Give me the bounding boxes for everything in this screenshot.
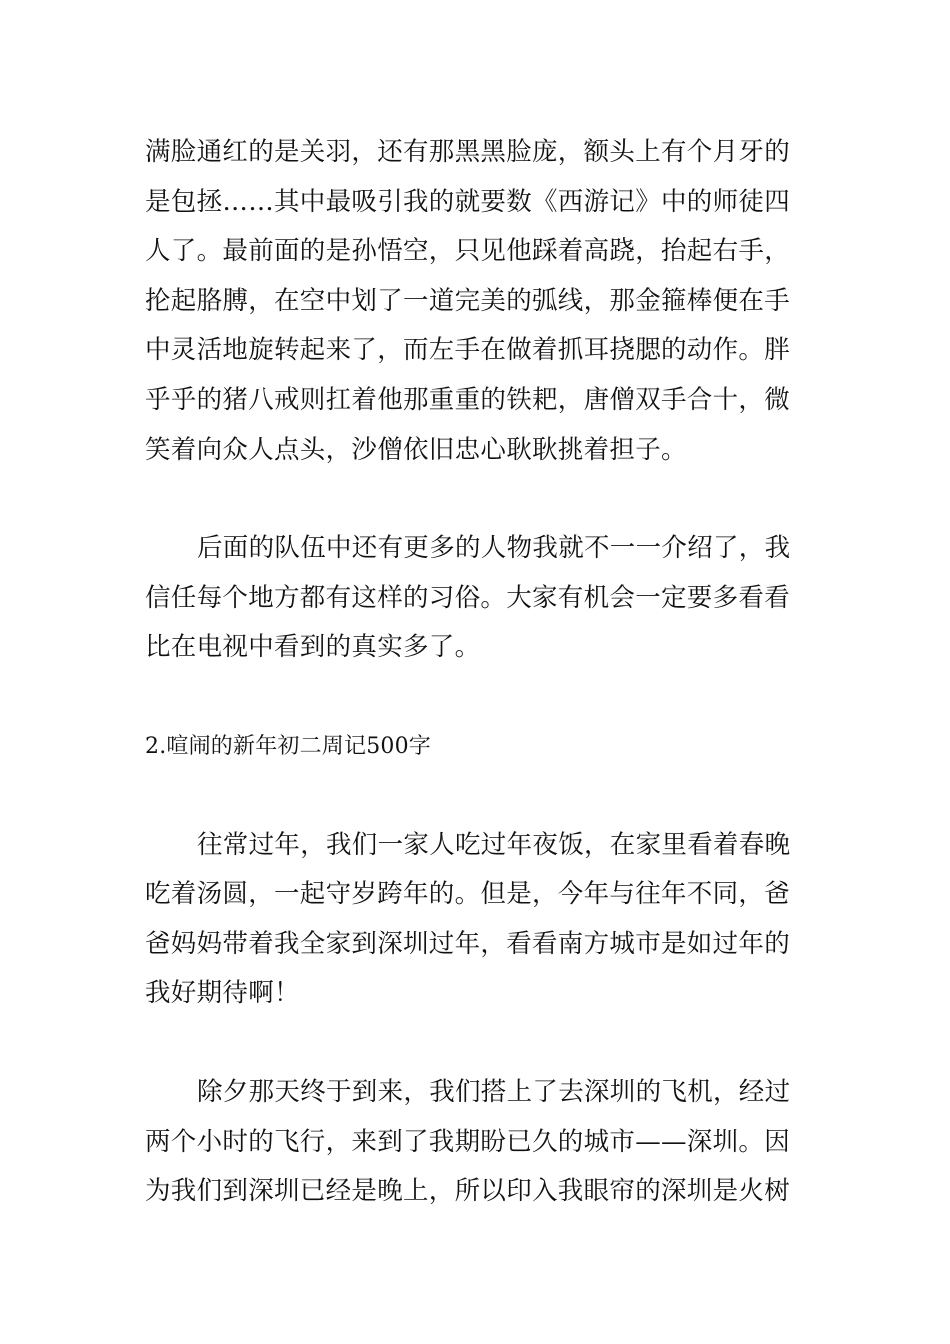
paragraph-3 <box>145 821 813 1019</box>
paragraph-line: 除夕那天终于到来，我们搭上了去深圳的飞机，经过 <box>197 1076 791 1107</box>
paragraph-line: 乎乎的猪八戒则扛着他那重重的铁耙，唐僧双手合十，微 <box>145 384 791 415</box>
paragraph-line: 人了。最前面的是孙悟空，只见他踩着高跷，抬起右手， <box>145 236 791 267</box>
paragraph-line: 吃着汤圆，一起守岁跨年的。但是，今年与往年不同，爸 <box>145 879 791 910</box>
paragraph-line: 信任每个地方都有这样的习俗。大家有机会一定要多看看 <box>145 582 791 613</box>
heading-line: 2.喧闹的新年初二周记500字 <box>145 733 431 759</box>
paragraph-line: 中灵活地旋转起来了，而左手在做着抓耳挠腮的动作。胖 <box>145 335 791 366</box>
paragraph-line: 为我们到深圳已经是晚上，所以印入我眼帘的深圳是火树 <box>145 1176 791 1207</box>
section-heading <box>145 722 813 772</box>
paragraph-line: 抡起胳膊，在空中划了一道完美的弧线，那金箍棒便在手 <box>145 285 791 316</box>
paragraph-line: 往常过年，我们一家人吃过年夜饭，在家里看着春晚 <box>197 829 791 860</box>
paragraph-line: 两个小时的飞行，来到了我期盼已久的城市——深圳。因 <box>145 1126 791 1157</box>
paragraph-4 <box>145 1068 813 1217</box>
paragraph-line: 满脸通红的是关羽，还有那黑黑脸庞，额头上有个月牙的 <box>145 137 791 167</box>
paragraph-1 <box>145 128 813 475</box>
document-body <box>145 128 813 1217</box>
paragraph-line: 笑着向众人点头，沙僧依旧忠心耿耿挑着担子。 <box>145 434 687 465</box>
paragraph-line: 比在电视中看到的真实多了。 <box>145 632 481 663</box>
paragraph-line: 爸妈妈带着我全家到深圳过年，看看南方城市是如过年的 <box>145 928 791 959</box>
paragraph-line: 后面的队伍中还有更多的人物我就不一一介绍了，我 <box>197 533 791 564</box>
paragraph-line: 我好期待啊！ <box>145 978 300 1009</box>
paragraph-line: 是包拯……其中最吸引我的就要数《西游记》中的师徒四 <box>145 186 791 217</box>
paragraph-2 <box>145 524 813 673</box>
